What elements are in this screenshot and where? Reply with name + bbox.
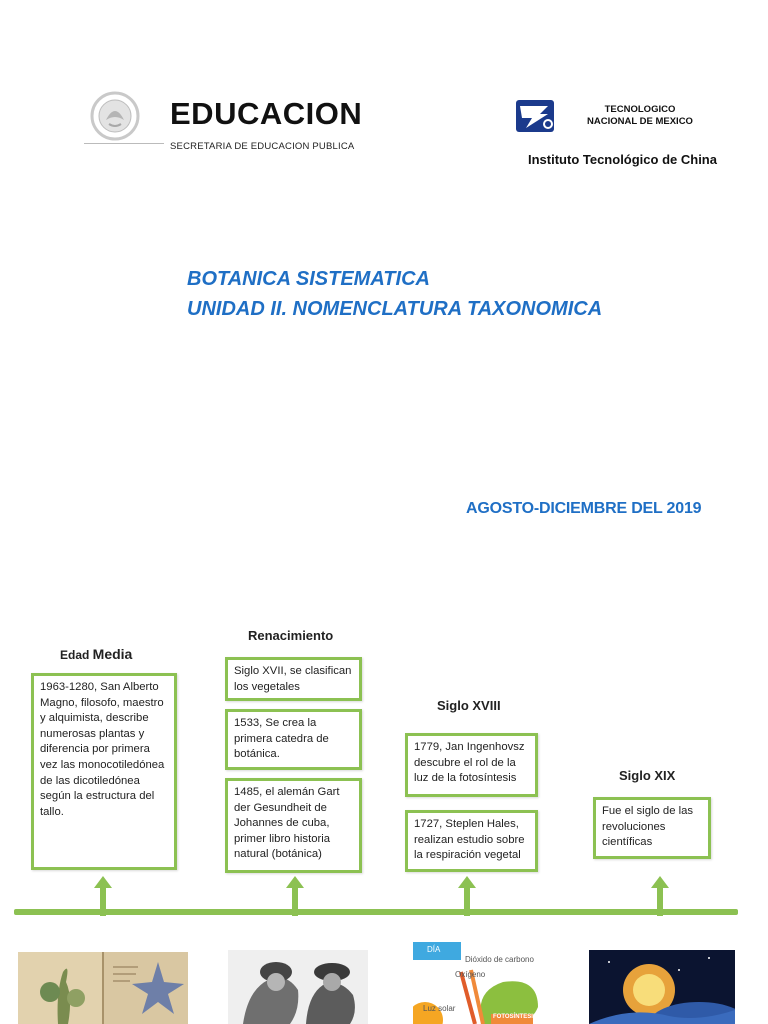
mexico-seal-logo [84,90,146,142]
era-siglo-xix-label: Siglo XIX [619,768,676,783]
renaissance-engraving-image [228,950,368,1024]
edad-media-arrow-icon [94,876,112,916]
renacimiento-box-1: Siglo XVII, se clasifican los vegetales [225,657,362,701]
tecnm-line1: TECNOLOGICO [604,104,676,115]
era-edad-media-label [60,646,132,662]
siglo-xix-box-1: Fue el siglo de las revoluciones científicas [593,797,711,859]
education-title: EDUCACION [170,96,363,131]
cosmos-image [589,950,735,1024]
renacimiento-box-2: 1533, Se crea la primera catedra de botánica. [225,709,362,770]
timeline-bar [14,909,738,915]
era-siglo-xviii-label: Siglo XVIII [437,698,501,713]
era-edad-media-main: Media [92,646,133,662]
title-line-2: UNIDAD II. NOMENCLATURA TAXONOMICA [187,298,603,320]
era-edad-media-prefix: Edad [60,648,93,662]
medieval-herbal-image [18,952,188,1024]
photo-sun-label: Luz solar [423,1004,456,1013]
era-renacimiento-label: Renacimiento [248,628,334,643]
siglo-xviii-arrow-icon [458,876,476,916]
photosynthesis-diagram-image [413,942,548,1024]
siglo-xviii-box-2: 1727, Steplen Hales, realizan estudio sobre la respiración vegetal [405,810,538,872]
photo-dia-label: DÍA [427,945,441,954]
tecnm-name [580,104,700,128]
tecnm-logo [514,96,558,136]
period-label: AGOSTO-DICIEMBRE DEL 2019 [466,500,702,517]
renacimiento-arrow-icon [286,876,304,916]
seal-divider [84,143,164,144]
photo-co2-label: Dióxido de carbono [465,955,534,964]
title-line-1: BOTANICA SISTEMATICA [187,268,430,290]
tecnm-line2: NACIONAL DE MEXICO [587,116,693,127]
document-title [187,264,602,324]
institute-name: Instituto Tecnológico de China [528,152,717,167]
photo-foto-label: FOTOSÍNTESIS [493,1014,537,1020]
photo-o2-label: Oxígeno [455,970,486,979]
siglo-xix-arrow-icon [651,876,669,916]
renacimiento-box-3: 1485, el alemán Gart der Gesundheit de Johannes de cuba, primer libro historia natural (botánica) [225,778,362,873]
siglo-xviii-box-1: 1779, Jan Ingenhovsz descubre el rol de la luz de la fotosíntesis [405,733,538,797]
education-subtitle: SECRETARIA DE EDUCACION PUBLICA [170,141,355,152]
edad-media-box: 1963-1280, San Alberto Magno, filosofo, maestro y alquimista, describe numerosas plantas y diferencia por primera vez las monocotiledónea de las dicotiledónea según la estructura del tallo. [31,673,177,870]
